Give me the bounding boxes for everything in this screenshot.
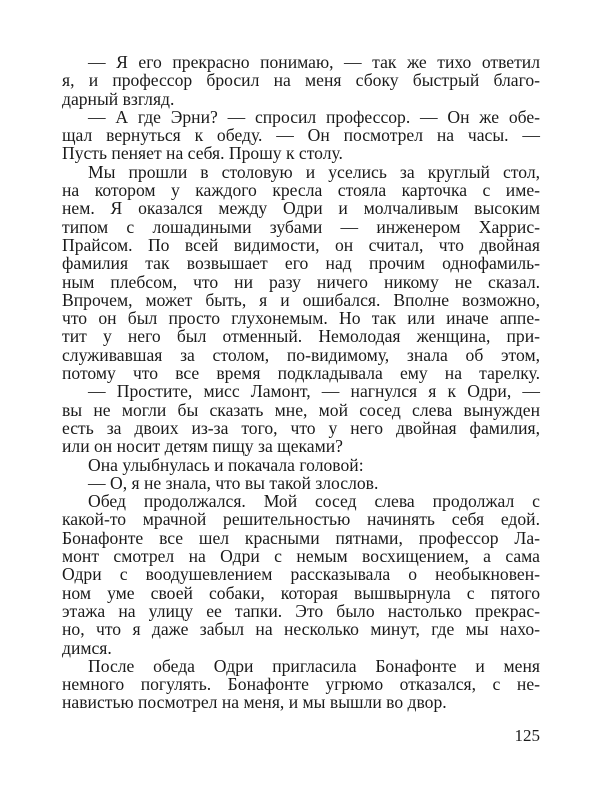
text-line: — О, я не знала, что вы такой злослов.	[88, 472, 379, 493]
text-line: потому что все время подкладывала ему на тарелку.	[62, 363, 540, 384]
text-line: ным плебсом, что ни разу ничего никому не сказал.	[62, 271, 540, 292]
text-line: димся.	[62, 637, 112, 658]
text-line: на котором у каждого кресла стояла карточка с име-	[62, 180, 540, 201]
text-line: типом с лошадиными зубами — инженером Харрис-	[62, 216, 540, 237]
text-line: ном уме своей собаки, которая вышвырнула с пятого	[62, 582, 540, 603]
text-line: служивавшая за столом, по-видимому, знала об этом,	[62, 344, 540, 365]
page-number: 125	[514, 726, 540, 745]
text-line: — Я его прекрасно понимаю, — так же тихо ответил	[88, 52, 540, 72]
text-line: Одри с воодушевлением рассказывала о необыкновен-	[62, 564, 540, 585]
text-line: этажа на улицу ее тапки. Это было настолько прекрас-	[62, 600, 540, 621]
text-line: что он был просто глухонемым. Но так или иначе аппе-	[62, 308, 540, 329]
text-line: После обеда Одри пригласила Бонафонте и меня	[88, 655, 540, 676]
page-body-text	[62, 53, 540, 712]
text-line: Она улыбнулась и покачала головой:	[88, 454, 364, 475]
text-line: или он носит детям пищу за щеками?	[62, 436, 343, 457]
text-line: Прайсом. По всей видимости, он считал, что двойная	[62, 234, 540, 255]
text-line: Бонафонте все шел красными пятнами, профессор Ла-	[62, 527, 540, 548]
text-line: — А где Эрни? — спросил профессор. — Он же обе-	[88, 106, 540, 127]
text-line: фамилия так возвышает его над прочим однофамиль-	[62, 253, 540, 274]
text-line: но, что я даже забыл на несколько минут, где мы нахо-	[62, 619, 540, 640]
text-line: какой-то мрачной решительностью начинять себя едой.	[62, 509, 540, 530]
text-line: Пусть пеняет на себя. Прошу к столу.	[62, 143, 343, 164]
text-line: Мы прошли в столовую и уселись за круглый стол,	[88, 161, 540, 182]
text-line: дарный взгляд.	[62, 88, 175, 109]
text-line: — Простите, мисс Ламонт, — нагнулся я к Одри, —	[88, 381, 540, 402]
text-line: я, и профессор бросил на меня сбоку быстрый благо-	[62, 70, 540, 91]
text-line: щал вернуться к обеду. — Он посмотрел на часы. —	[62, 125, 540, 146]
text-line: навистью посмотрел на меня, и мы вышли во двор.	[62, 692, 447, 713]
text-line: нем. Я оказался между Одри и молчаливым высоким	[62, 198, 540, 219]
text-line: монт смотрел на Одри с немым восхищением, а сама	[62, 546, 540, 567]
text-line: есть за двоих из-за того, что у него двойная фамилия,	[62, 417, 540, 438]
text-line: Обед продолжался. Мой сосед слева продолжал с	[88, 491, 540, 512]
text-line: вы не могли бы сказать мне, мой сосед слева вынужден	[62, 399, 540, 420]
text-line: Впрочем, может быть, я и ошибался. Вполне возможно,	[62, 289, 540, 310]
text-line: тит у него был отменный. Немолодая женщина, при-	[62, 326, 540, 347]
text-line: немного погулять. Бонафонте угрюмо отказался, с не-	[62, 674, 540, 695]
